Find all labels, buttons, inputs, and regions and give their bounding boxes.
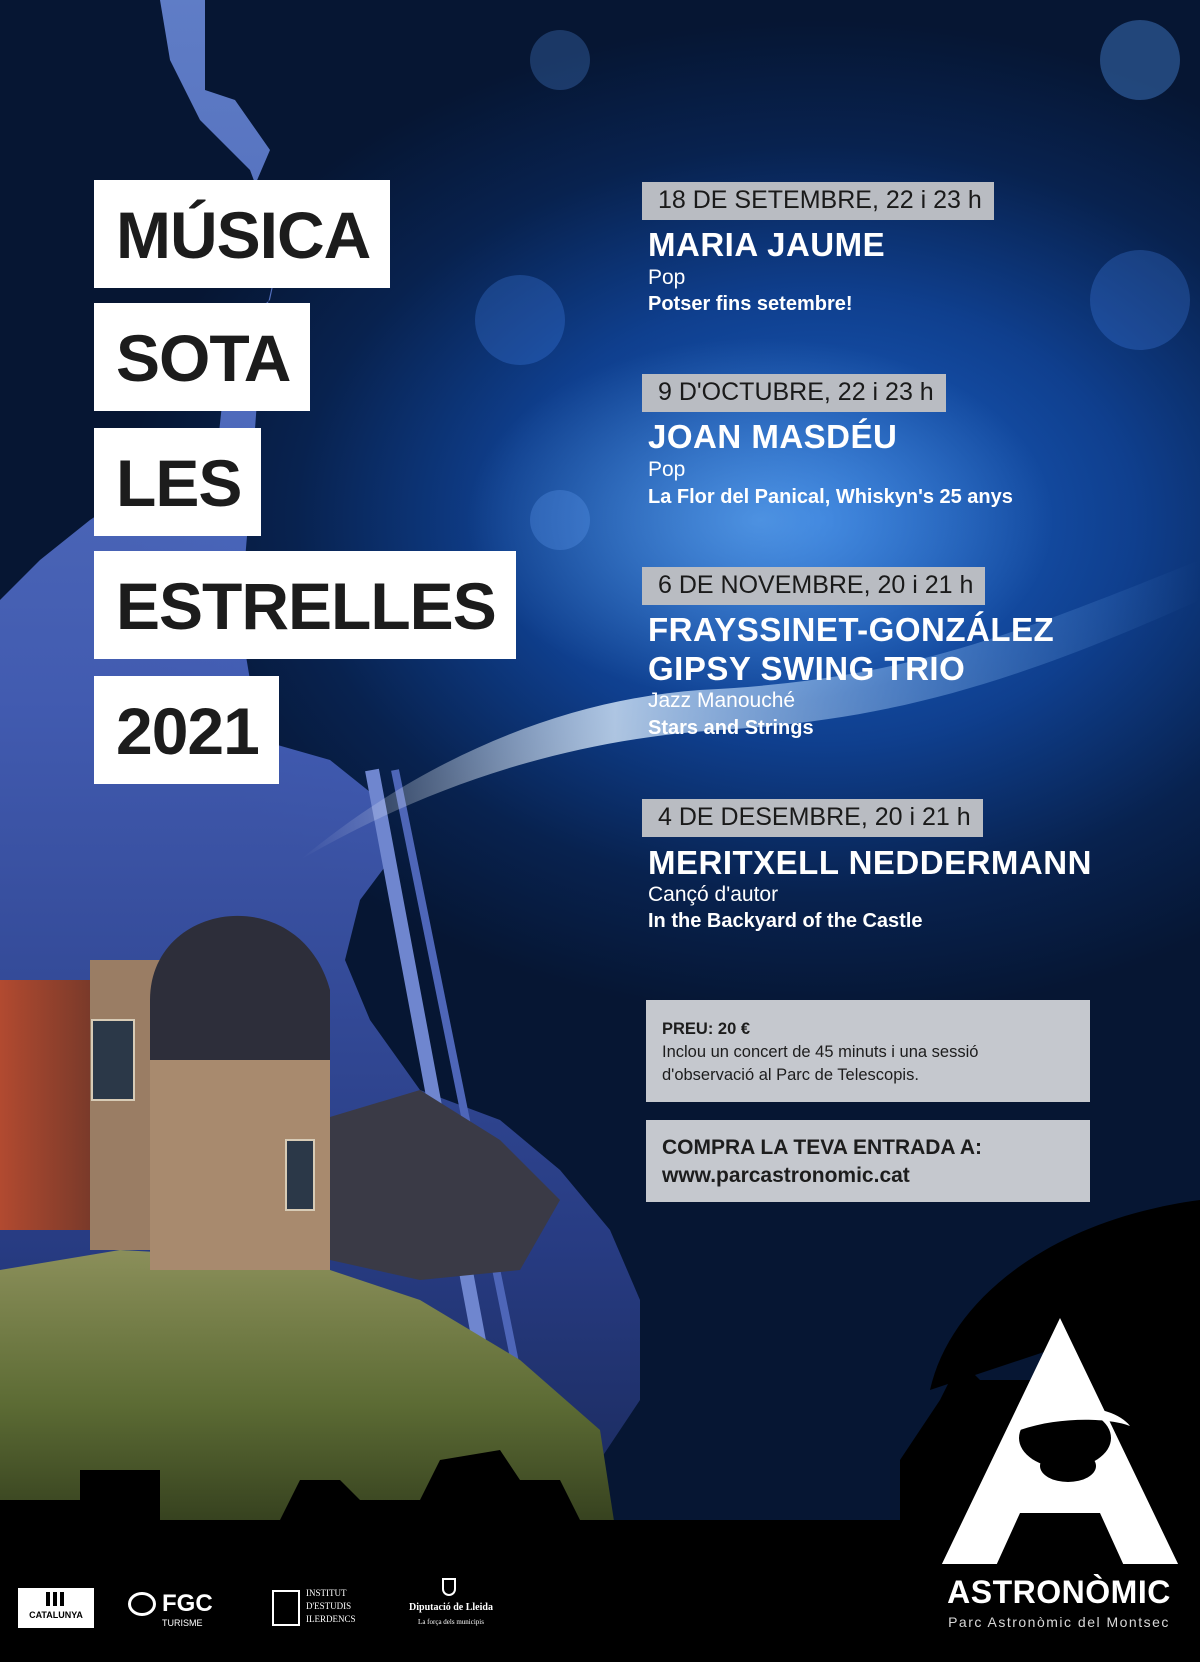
price-box — [646, 1000, 1090, 1102]
iei-logo — [272, 1586, 372, 1634]
diputacio-logo-subtext: La força dels municipis — [418, 1618, 484, 1626]
iei-logo-text-1: INSTITUT — [306, 1588, 347, 1598]
concert-3-artist-line-1: FRAYSSINET-GONZÁLEZ — [648, 611, 1055, 648]
price-label: PREU: 20 € — [662, 1020, 751, 1038]
concert-1-date: 18 DE SETEMBRE, 22 i 23 h — [642, 182, 994, 220]
diputacio-shield-icon — [442, 1578, 456, 1596]
concert-1-album: Potser fins setembre! — [648, 293, 853, 315]
price-description-line-1: Inclou un concert de 45 minuts i una sessió — [662, 1043, 979, 1061]
buy-ticket-heading: COMPRA LA TEVA ENTRADA A: — [662, 1136, 983, 1159]
concert-1-genre: Pop — [648, 266, 686, 289]
catalunya-emblem-icon — [46, 1592, 66, 1606]
buy-ticket-box — [646, 1120, 1090, 1202]
brand-name: ASTRONÒMIC — [947, 1574, 1171, 1610]
concert-3-artist-line-2: GIPSY SWING TRIO — [648, 650, 966, 687]
title-line-1: MÚSICA — [94, 180, 390, 288]
title-line-4: ESTRELLES — [94, 551, 516, 659]
title-line-5: 2021 — [94, 676, 279, 784]
concert-2-date: 9 D'OCTUBRE, 22 i 23 h — [642, 374, 946, 412]
concert-2-artist: JOAN MASDÉU — [648, 418, 898, 455]
iei-logo-text-3: ILERDENCS — [306, 1614, 356, 1624]
catalunya-logo-text: CATALUNYA — [29, 1610, 83, 1620]
concert-1-artist: MARIA JAUME — [648, 226, 886, 263]
fgc-logo-subtext: TURISME — [162, 1618, 203, 1628]
title-line-2: SOTA — [94, 303, 310, 411]
title-line-3: LES — [94, 428, 261, 536]
iei-symbol-icon — [272, 1590, 300, 1626]
concert-3-date: 6 DE NOVEMBRE, 20 i 21 h — [642, 567, 985, 605]
brand-subtitle: Parc Astronòmic del Montsec — [948, 1614, 1170, 1630]
iei-logo-text-2: D'ESTUDIS — [306, 1601, 352, 1611]
concert-2-genre: Pop — [648, 458, 686, 481]
concert-4-album: In the Backyard of the Castle — [648, 910, 923, 932]
concert-3-genre: Jazz Manouché — [648, 689, 796, 712]
concert-4-artist: MERITXELL NEDDERMANN — [648, 844, 1092, 881]
concert-2-album: La Flor del Panical, Whiskyn's 25 anys — [648, 486, 1013, 508]
concert-4-genre: Cançó d'autor — [648, 883, 779, 906]
catalunya-logo — [18, 1588, 94, 1628]
fgc-symbol-icon — [128, 1592, 156, 1616]
buy-ticket-url[interactable]: www.parcastronomic.cat — [662, 1164, 910, 1187]
price-description-line-2: d'observació al Parc de Telescopis. — [662, 1066, 919, 1084]
fgc-logo — [128, 1586, 238, 1634]
fgc-logo-text: FGC — [162, 1590, 213, 1617]
astronomic-a-logo-icon — [940, 1318, 1180, 1568]
diputacio-lleida-logo — [396, 1578, 506, 1638]
diputacio-logo-text: Diputació de Lleida — [409, 1602, 493, 1613]
concert-3-album: Stars and Strings — [648, 717, 814, 739]
concert-4-date: 4 DE DESEMBRE, 20 i 21 h — [642, 799, 983, 837]
